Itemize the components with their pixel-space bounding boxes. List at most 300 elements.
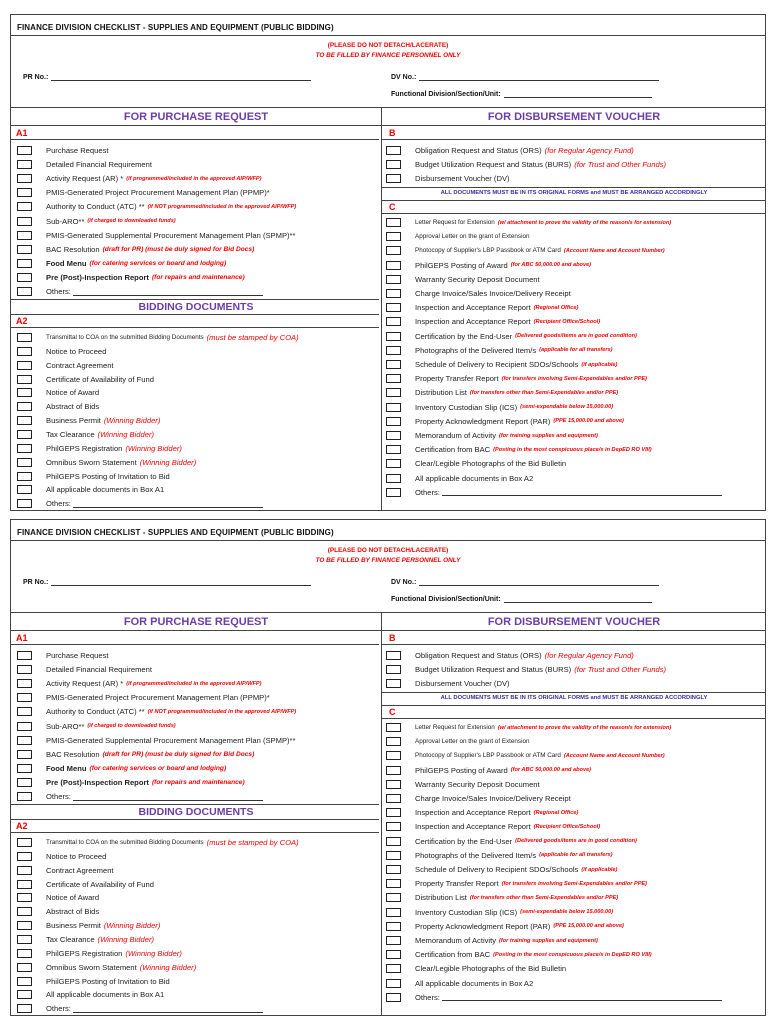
item-note: (if charged to downloaded funds)	[87, 723, 176, 729]
checklist-item-a1	[17, 200, 296, 213]
checklist-item-c	[386, 259, 591, 272]
item-note: (PPE 15,000.00 and above)	[553, 923, 624, 930]
checkbox[interactable]	[386, 922, 401, 931]
checklist-item-c	[386, 301, 578, 314]
checklist-item-c	[386, 749, 665, 762]
item-note: (for Regular Agency Fund)	[544, 146, 634, 155]
item-note: (draft for PR) (must be duly signed for Bid Docs)	[102, 245, 255, 253]
item-label: Photocopy of Supplier's LBP Passbook or ATM Card	[415, 247, 561, 255]
pr-number-field	[23, 578, 311, 586]
checklist-item-a1	[17, 776, 245, 789]
item-note: (semi-expendable below 15,000.00)	[520, 909, 614, 916]
checklist-item-a2	[17, 836, 299, 849]
checkbox[interactable]	[386, 865, 401, 874]
checklist-item-c	[386, 962, 566, 975]
checkbox[interactable]	[17, 217, 32, 226]
checklist-item-a1	[17, 243, 254, 256]
item-note: (for transfers involving Semi-Expendables and/or PPE)	[501, 880, 648, 887]
item-label: Detailed Financial Requirement	[46, 665, 152, 675]
checkbox[interactable]	[386, 289, 401, 298]
item-note: (if applicable)	[581, 866, 618, 873]
section-a2-label: A2	[16, 316, 28, 326]
item-note: (Winning Bidder)	[103, 921, 161, 931]
item-note: (for repairs and maintenance)	[151, 273, 245, 281]
item-note: (Recipient Office/School)	[533, 823, 601, 830]
notice-do-not-detach: (PLEASE DO NOT DETACH/LACERATE)	[327, 547, 449, 554]
checkbox[interactable]	[17, 287, 32, 296]
checkbox[interactable]	[17, 458, 32, 467]
item-label: Omnibus Sworn Statement	[46, 457, 137, 467]
item-label: Budget Utilization Request and Status (BURS)	[415, 665, 572, 675]
checkbox[interactable]	[17, 1004, 32, 1013]
item-note: (Winning Bidder)	[139, 457, 197, 467]
checklist-item-a2	[17, 878, 154, 891]
item-label: Omnibus Sworn Statement	[46, 962, 137, 972]
checkbox[interactable]	[386, 851, 401, 860]
item-label: Property Transfer Report	[415, 879, 499, 889]
divider-a1	[11, 644, 379, 645]
others-input[interactable]	[73, 500, 263, 508]
checkbox[interactable]	[17, 736, 32, 745]
item-label: Letter Request for Extension	[415, 219, 495, 226]
checkbox[interactable]	[17, 866, 32, 875]
checkbox[interactable]	[386, 893, 401, 902]
item-note: (if NOT programmed/included in the approved AIP/WFP)	[147, 708, 297, 715]
checklist-item-c	[386, 920, 624, 933]
divider-note-bottom	[381, 705, 765, 706]
checkbox[interactable]	[17, 963, 32, 972]
checkbox[interactable]	[386, 488, 401, 497]
checklist-item-c	[386, 457, 566, 470]
checkbox[interactable]	[17, 146, 32, 155]
item-label: Pre (Post)-Inspection Report	[46, 777, 149, 787]
checklist-item-a1	[17, 790, 263, 803]
item-label: Transmittal to COA on the submitted Bidding Documents	[46, 334, 204, 341]
item-label: Activity Request (AR) *	[46, 174, 124, 184]
item-label: BAC Resolution	[46, 749, 100, 759]
checkbox[interactable]	[386, 751, 401, 760]
checklist-sheet-1	[10, 14, 766, 511]
checkbox[interactable]	[17, 921, 32, 930]
item-label: Others:	[46, 287, 71, 296]
checkbox[interactable]	[17, 416, 32, 425]
pr-number-field	[23, 73, 311, 81]
checkbox[interactable]	[17, 273, 32, 282]
checklist-item-c	[386, 863, 617, 876]
item-label: PhilGEPS Registration	[46, 948, 123, 958]
divider-a1	[11, 139, 379, 140]
checklist-item-b	[386, 663, 666, 676]
checkbox[interactable]	[17, 707, 32, 716]
checkbox[interactable]	[17, 160, 32, 169]
others-input[interactable]	[73, 793, 263, 801]
checklist-item-c	[386, 429, 598, 442]
item-note: (for training supplies and equipment)	[499, 937, 598, 944]
item-note: (for training supplies and equipment)	[499, 432, 598, 439]
section-a2-label: A2	[16, 821, 28, 831]
item-label: Property Transfer Report	[415, 374, 499, 384]
item-label: Distribution List	[415, 893, 467, 903]
checkbox[interactable]	[386, 403, 401, 412]
section-a1-label: A1	[16, 633, 28, 643]
item-note: (for Regular Agency Fund)	[544, 651, 634, 660]
checkbox[interactable]	[17, 880, 32, 889]
checkbox[interactable]	[386, 964, 401, 973]
item-label: Obligation Request and Status (ORS)	[415, 651, 542, 660]
checkbox[interactable]	[17, 722, 32, 731]
checkbox[interactable]	[386, 332, 401, 341]
checkbox[interactable]	[386, 160, 401, 169]
checklist-item-c	[386, 230, 529, 243]
checkbox[interactable]	[17, 444, 32, 453]
item-label: Authority to Conduct (ATC) **	[46, 202, 145, 212]
checkbox[interactable]	[17, 852, 32, 861]
checkbox[interactable]	[386, 979, 401, 988]
checklist-item-c	[386, 358, 617, 371]
item-label: PhilGEPS Posting of Award	[415, 765, 508, 775]
item-label: Activity Request (AR) *	[46, 679, 124, 689]
checkbox[interactable]	[17, 665, 32, 674]
section-c-label: C	[389, 707, 396, 717]
checkbox[interactable]	[386, 346, 401, 355]
others-input[interactable]	[73, 288, 263, 296]
checklist-item-a2	[17, 905, 99, 918]
checklist-item-a2	[17, 359, 114, 372]
division-field	[391, 595, 652, 603]
checkbox[interactable]	[17, 259, 32, 268]
checkbox[interactable]	[17, 679, 32, 688]
checkbox[interactable]	[17, 375, 32, 384]
checkbox[interactable]	[386, 737, 401, 746]
divider-vertical	[381, 107, 382, 510]
checkbox[interactable]	[17, 764, 32, 773]
item-note: (Recipient Office/School)	[533, 318, 601, 325]
checklist-item-c	[386, 977, 533, 990]
item-note: (must be stamped by COA)	[206, 333, 299, 342]
header-disbursement-voucher: FOR DISBURSEMENT VOUCHER	[487, 616, 661, 628]
checkbox[interactable]	[386, 993, 401, 1002]
checkbox[interactable]	[386, 822, 401, 831]
item-note: (must be stamped by COA)	[206, 838, 299, 847]
checklist-item-a2	[17, 933, 154, 946]
checkbox[interactable]	[386, 360, 401, 369]
checklist-item-c	[386, 216, 671, 229]
item-label: Warranty Security Deposit Document	[415, 779, 540, 789]
checkbox[interactable]	[386, 723, 401, 732]
checkbox[interactable]	[17, 174, 32, 183]
checkbox[interactable]	[17, 977, 32, 986]
dv-number-label: DV No.:	[391, 74, 417, 81]
checklist-item-a2	[17, 345, 106, 358]
item-label: Tax Clearance	[46, 429, 95, 439]
checkbox[interactable]	[17, 333, 32, 342]
checkbox[interactable]	[386, 950, 401, 959]
checkbox[interactable]	[17, 935, 32, 944]
checklist-item-b	[386, 677, 510, 690]
checklist-item-c	[386, 315, 600, 328]
checkbox[interactable]	[17, 347, 32, 356]
item-label: Memorandum of Activity	[415, 431, 497, 440]
checkbox[interactable]	[386, 246, 401, 255]
checklist-item-c	[386, 386, 618, 399]
checkbox[interactable]	[17, 499, 32, 508]
checkbox[interactable]	[386, 275, 401, 284]
checkbox[interactable]	[386, 317, 401, 326]
item-note: (Delivered goods/items are in good condition)	[515, 333, 637, 340]
item-note: (for transfers other than Semi-Expendables and/or PPE)	[469, 894, 619, 901]
checkbox[interactable]	[386, 232, 401, 241]
item-label: Clear/Legible Photographs of the Bid Bulletin	[415, 964, 567, 974]
checklist-item-c	[386, 891, 618, 904]
item-label: Inspection and Acceptance Report	[415, 822, 531, 832]
checklist-item-c	[386, 877, 647, 890]
item-label: Sub-ARO**	[46, 216, 85, 226]
checkbox[interactable]	[17, 651, 32, 660]
checkbox[interactable]	[386, 303, 401, 312]
checkbox[interactable]	[386, 445, 401, 454]
checkbox[interactable]	[17, 778, 32, 787]
divider-a2	[11, 832, 379, 833]
checklist-item-a1	[17, 285, 263, 298]
checklist-item-a2	[17, 428, 154, 441]
divider-note-top	[381, 692, 765, 693]
checklist-item-c	[386, 415, 624, 428]
checkbox[interactable]	[386, 766, 401, 775]
item-note: (for ABC 50,000.00 and above)	[510, 767, 592, 774]
item-label: PhilGEPS Posting of Award	[415, 260, 508, 270]
dv-number-input[interactable]	[419, 578, 659, 586]
section-b-label: B	[389, 633, 396, 643]
item-note: (for Trust and Other Funds)	[574, 160, 667, 170]
checklist-item-c	[386, 778, 540, 791]
checklist-item-b	[386, 158, 666, 171]
checkbox[interactable]	[386, 218, 401, 227]
others-input[interactable]	[73, 1005, 263, 1013]
item-label: Schedule of Delivery to Recipient SDOs/Schools	[415, 360, 579, 369]
item-label: Property Acknowledgment Report (PAR)	[415, 921, 551, 931]
checkbox[interactable]	[386, 388, 401, 397]
checklist-item-a2	[17, 947, 182, 960]
checkbox[interactable]	[386, 261, 401, 270]
checklist-item-a2	[17, 1002, 263, 1015]
checklist-item-a2	[17, 961, 196, 974]
checkbox[interactable]	[17, 750, 32, 759]
item-label: PMIS-Generated Project Procurement Management Plan (PPMP)*	[46, 188, 270, 198]
item-note: (PPE 15,000.00 and above)	[553, 418, 624, 425]
division-input[interactable]	[504, 90, 652, 98]
item-label: Disbursement Voucher (DV)	[415, 679, 510, 689]
checkbox[interactable]	[17, 990, 32, 999]
checkbox[interactable]	[386, 679, 401, 688]
checkbox[interactable]	[386, 837, 401, 846]
item-label: Obligation Request and Status (ORS)	[415, 146, 542, 155]
dv-number-input[interactable]	[419, 73, 659, 81]
checkbox[interactable]	[17, 949, 32, 958]
checkbox[interactable]	[386, 374, 401, 383]
item-label: Others:	[46, 499, 71, 509]
checklist-item-c	[386, 806, 578, 819]
item-label: All applicable documents in Box A2	[415, 978, 534, 988]
checklist-item-a2	[17, 456, 196, 469]
item-label: Distribution List	[415, 388, 467, 398]
checklist-item-a1	[17, 186, 270, 199]
pr-number-input[interactable]	[51, 73, 311, 81]
checkbox[interactable]	[17, 693, 32, 702]
item-label: Letter Request for Extension	[415, 724, 495, 731]
item-note: (if NOT programmed/included in the approved AIP/WFP)	[147, 203, 297, 210]
checkbox[interactable]	[17, 838, 32, 847]
item-label: Photographs of the Delivered Item/s	[415, 345, 537, 355]
checkbox[interactable]	[17, 792, 32, 801]
checklist-item-c	[386, 330, 637, 343]
checkbox[interactable]	[386, 808, 401, 817]
item-label: Business Permit	[46, 921, 101, 931]
item-note: (Winning Bidder)	[103, 416, 161, 426]
checkbox[interactable]	[386, 794, 401, 803]
item-note: (if programmed/included in the approved AIP/WFP)	[126, 680, 262, 687]
division-field	[391, 90, 652, 98]
others-input[interactable]	[442, 488, 722, 496]
checkbox[interactable]	[386, 879, 401, 888]
item-note: (Winning Bidder)	[139, 962, 197, 972]
checklist-item-a2	[17, 373, 154, 386]
item-label: Certificate of Availability of Fund	[46, 879, 154, 889]
checkbox[interactable]	[17, 893, 32, 902]
checkbox[interactable]	[386, 431, 401, 440]
item-label: Inspection and Acceptance Report	[415, 317, 531, 327]
divider-headers	[11, 125, 765, 126]
header-bidding-documents: BIDDING DOCUMENTS	[138, 301, 254, 313]
item-label: Clear/Legible Photographs of the Bid Bulletin	[415, 459, 567, 469]
item-note: (semi-expendable below 15,000.00)	[520, 404, 614, 411]
checkbox[interactable]	[17, 430, 32, 439]
item-label: Purchase Request	[46, 651, 109, 660]
divider-top	[11, 107, 765, 108]
header-purchase-request: FOR PURCHASE REQUEST	[123, 616, 269, 628]
item-note: (for transfers involving Semi-Expendables and/or PPE)	[501, 375, 648, 382]
checklist-item-c	[386, 948, 652, 961]
item-label: Approval Letter on the grant of Extension	[415, 738, 530, 746]
item-note: (for repairs and maintenance)	[151, 778, 245, 786]
checkbox[interactable]	[17, 245, 32, 254]
form-title: FINANCE DIVISION CHECKLIST - SUPPLIES AND EQUIPMENT (PUBLIC BIDDING)	[11, 15, 765, 36]
item-label: All applicable documents in Box A1	[46, 485, 165, 495]
checklist-item-c	[386, 735, 529, 748]
item-label: Others:	[46, 1004, 71, 1014]
item-label: Inspection and Acceptance Report	[415, 808, 531, 818]
item-note: (applicable for all transfers)	[539, 852, 613, 859]
item-note: (if charged to downloaded funds)	[87, 218, 176, 224]
checkbox[interactable]	[386, 174, 401, 183]
checklist-item-c	[386, 849, 613, 862]
checklist-item-c	[386, 835, 637, 848]
checkbox[interactable]	[17, 231, 32, 240]
item-label: Certification from BAC	[415, 950, 491, 960]
division-input[interactable]	[504, 595, 652, 603]
checkbox[interactable]	[386, 780, 401, 789]
checkbox[interactable]	[17, 188, 32, 197]
item-label: PhilGEPS Registration	[46, 443, 123, 453]
item-label: Approval Letter on the grant of Extension	[415, 233, 530, 241]
item-note: (draft for PR) (must be duly signed for Bid Docs)	[102, 750, 255, 758]
divider-a2	[11, 327, 379, 328]
item-label: Contract Agreement	[46, 865, 114, 875]
checkbox[interactable]	[386, 908, 401, 917]
item-label: Business Permit	[46, 416, 101, 426]
checklist-item-c	[386, 401, 613, 414]
item-label: Certification from BAC	[415, 445, 491, 455]
item-note: (for catering services or board and lodging)	[89, 259, 227, 267]
checkbox[interactable]	[17, 402, 32, 411]
checklist-item-a1	[17, 691, 270, 704]
checkbox[interactable]	[17, 485, 32, 494]
item-note: (Account Name and Account Number)	[563, 752, 665, 759]
checklist-item-a1	[17, 720, 176, 733]
item-note: (w/ attachment to prove the validity of the reason/s for extension)	[497, 724, 672, 731]
checklist-item-b	[386, 144, 634, 157]
item-label: Tax Clearance	[46, 934, 95, 944]
section-b-label: B	[389, 128, 396, 138]
divider-bidding-bottom	[11, 819, 379, 820]
checkbox[interactable]	[386, 417, 401, 426]
checklist-item-c	[386, 443, 652, 456]
checklist-item-c	[386, 273, 540, 286]
checklist-item-a2	[17, 400, 99, 413]
divider-bidding-top	[11, 804, 379, 805]
checklist-item-a1	[17, 229, 295, 242]
dv-number-label: DV No.:	[391, 579, 417, 586]
checklist-item-c	[386, 906, 613, 919]
item-label: All applicable documents in Box A1	[46, 990, 165, 1000]
checklist-item-a1	[17, 677, 262, 690]
checkbox[interactable]	[17, 388, 32, 397]
section-c-label: C	[389, 202, 396, 212]
item-note: (Winning Bidder)	[97, 429, 155, 439]
item-label: Others:	[415, 487, 440, 497]
pr-number-label: PR No.:	[23, 579, 49, 586]
checkbox[interactable]	[386, 459, 401, 468]
checklist-item-a2	[17, 850, 106, 863]
item-label: Authority to Conduct (ATC) **	[46, 707, 145, 717]
checklist-item-c	[386, 820, 600, 833]
checklist-item-a2	[17, 891, 99, 904]
item-note: (if applicable)	[581, 361, 618, 368]
item-label: Abstract of Bids	[46, 907, 100, 917]
division-label: Functional Division/Section/Unit:	[391, 596, 501, 603]
checkbox[interactable]	[386, 665, 401, 674]
checkbox[interactable]	[17, 907, 32, 916]
original-forms-note: ALL DOCUMENTS MUST BE IN ITS ORIGINAL FORMS and MUST BE ARRANGED ACCORDINGLY	[440, 190, 708, 196]
item-label: PMIS-Generated Supplemental Procurement Management Plan (SPMP)**	[46, 735, 296, 745]
checkbox[interactable]	[386, 936, 401, 945]
item-label: Charge Invoice/Sales Invoice/Delivery Receipt	[415, 794, 571, 803]
others-input[interactable]	[442, 993, 722, 1001]
checkbox[interactable]	[386, 146, 401, 155]
header-purchase-request: FOR PURCHASE REQUEST	[123, 111, 269, 123]
checkbox[interactable]	[386, 651, 401, 660]
pr-number-input[interactable]	[51, 578, 311, 586]
divider-top	[11, 612, 765, 613]
checkbox[interactable]	[17, 361, 32, 370]
divider-b	[381, 139, 765, 140]
checkbox[interactable]	[386, 474, 401, 483]
item-note: (Posting in the most conspicuous place/s in DepED RO VIII)	[493, 951, 652, 958]
checklist-item-c	[386, 721, 671, 734]
checkbox[interactable]	[17, 202, 32, 211]
checkbox[interactable]	[17, 472, 32, 481]
divider-b	[381, 644, 765, 645]
item-label: PMIS-Generated Project Procurement Management Plan (PPMP)*	[46, 693, 270, 703]
